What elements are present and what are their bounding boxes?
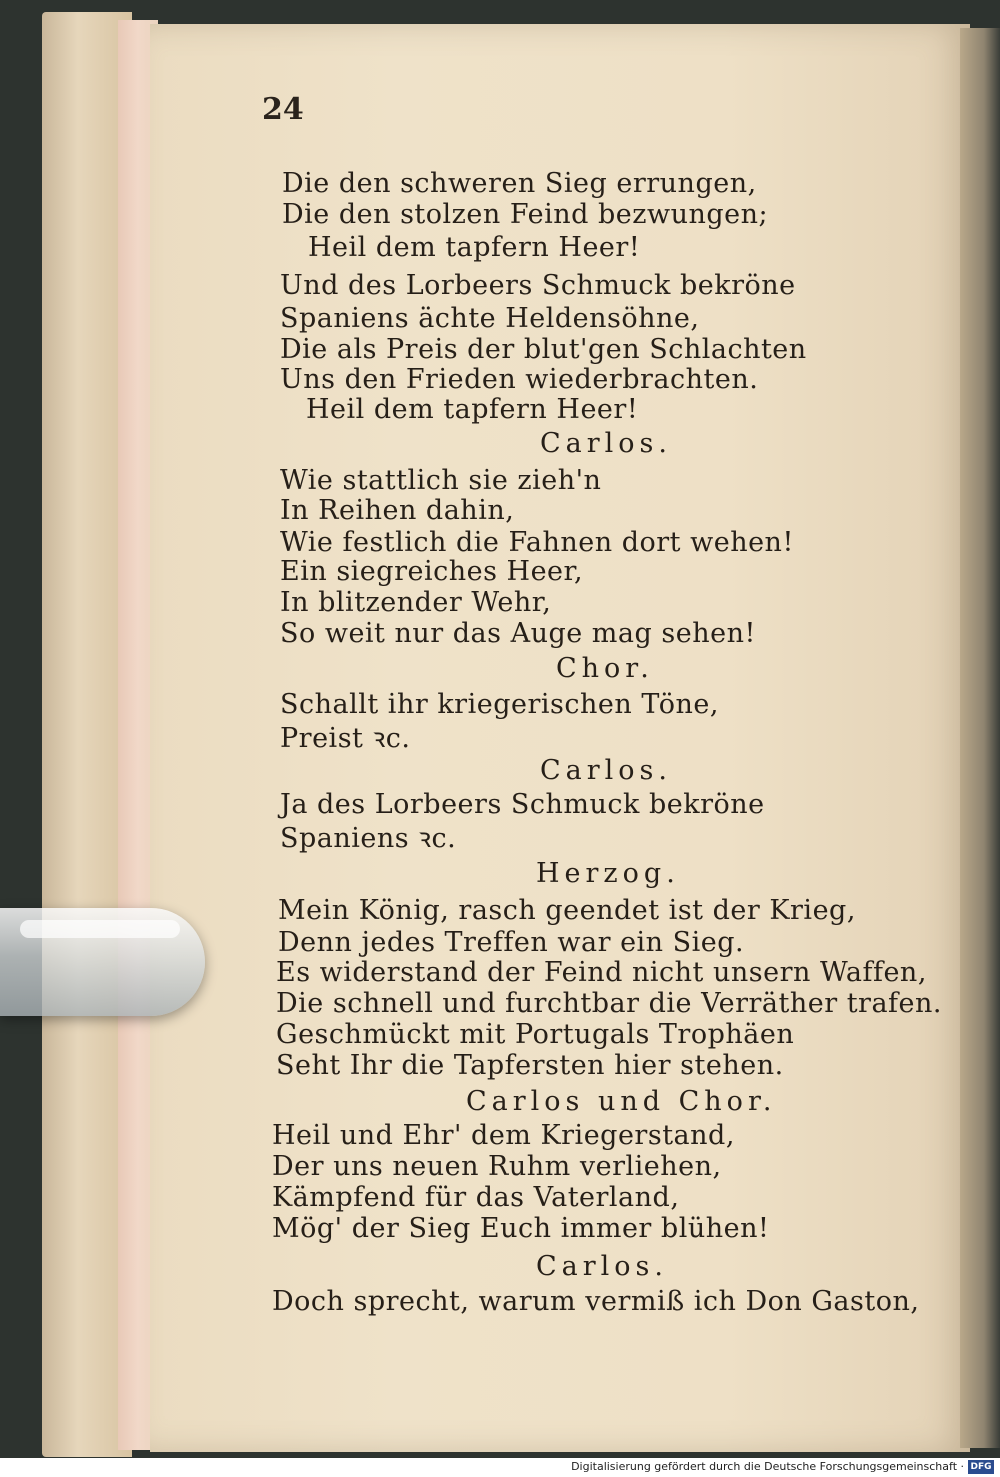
text-line: Es widerstand der Feind nicht unsern Waffen,	[276, 957, 927, 988]
text-line: Denn jedes Treffen war ein Sieg.	[278, 927, 745, 958]
text-line: In Reihen dahin,	[280, 495, 515, 526]
text-line: Die schnell und furchtbar die Verräther trafen.	[276, 988, 942, 1019]
speaker-label: Herzog.	[536, 858, 680, 889]
text-line: Der uns neuen Ruhm verliehen,	[272, 1151, 722, 1182]
text-line: Wie festlich die Fahnen dort wehen!	[280, 527, 794, 558]
speaker-label: Carlos.	[540, 428, 672, 459]
page-number: 24	[262, 92, 304, 127]
text-line: Preist ꝛc.	[280, 723, 411, 754]
text-line: Die als Preis der blut'gen Schlachten	[280, 334, 807, 365]
text-line: Ja des Lorbeers Schmuck bekröne	[280, 789, 765, 820]
text-line: Heil dem tapfern Heer!	[306, 394, 639, 425]
text-line: Spaniens ächte Heldensöhne,	[280, 303, 700, 334]
text-line: Die den schweren Sieg errungen,	[282, 168, 757, 199]
text-line: Wie stattlich sie zieh'n	[280, 465, 602, 496]
text-line: Die den stolzen Feind bezwungen;	[282, 199, 769, 230]
facing-page-edge	[960, 28, 1000, 1448]
text-line: In blitzender Wehr,	[280, 587, 552, 618]
text-line: Spaniens ꝛc.	[280, 823, 457, 854]
text-line: Heil und Ehr' dem Kriegerstand,	[272, 1120, 735, 1151]
text-line: Mög' der Sieg Euch immer blühen!	[272, 1213, 770, 1244]
text-line: Seht Ihr die Tapfersten hier stehen.	[276, 1050, 784, 1081]
footer-credit: Digitalisierung gefördert durch die Deutsche Forschungsgemeinschaft ·	[571, 1460, 964, 1473]
text-line: Heil dem tapfern Heer!	[308, 232, 641, 263]
text-line: Geschmückt mit Portugals Trophäen	[276, 1019, 795, 1050]
text-line: Und des Lorbeers Schmuck bekröne	[280, 270, 796, 301]
speaker-label: Carlos.	[536, 1251, 668, 1282]
text-line: Schallt ihr kriegerischen Töne,	[280, 689, 719, 720]
speaker-label: Chor.	[556, 653, 654, 684]
text-line: Uns den Frieden wiederbrachten.	[280, 364, 759, 395]
text-line: So weit nur das Auge mag sehen!	[280, 618, 756, 649]
text-line: Kämpfend für das Vaterland,	[272, 1182, 680, 1213]
text-line: Doch sprecht, warum vermiß ich Don Gaston,	[272, 1286, 920, 1317]
dfg-logo: DFG	[968, 1460, 994, 1474]
speaker-label: Carlos.	[540, 755, 672, 786]
text-line: Mein König, rasch geendet ist der Krieg,	[278, 895, 856, 926]
page-holder-glass	[0, 908, 205, 1016]
speaker-label: Carlos und Chor.	[466, 1086, 777, 1117]
text-line: Ein siegreiches Heer,	[280, 556, 584, 587]
